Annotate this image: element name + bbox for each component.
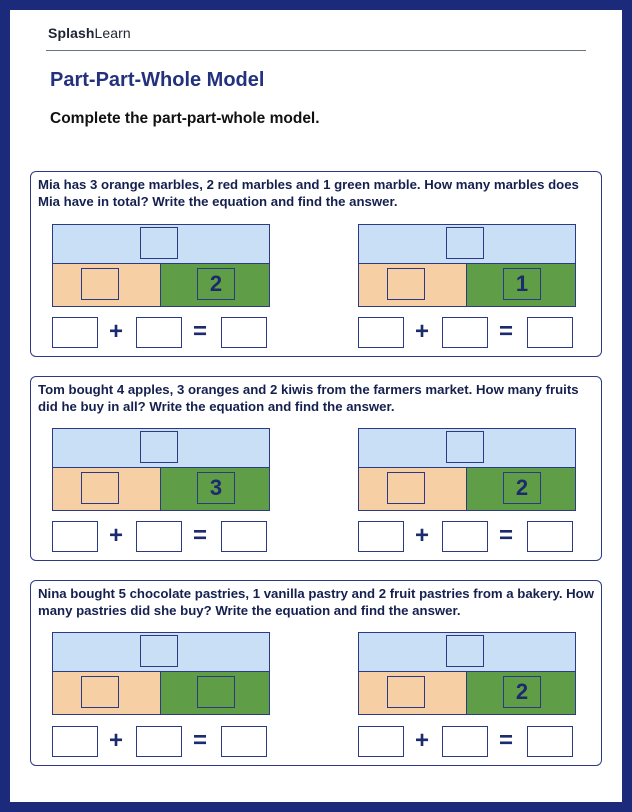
- page-title: Part-Part-Whole Model: [50, 69, 265, 91]
- addend2-box[interactable]: [136, 521, 182, 552]
- header-divider: [46, 50, 586, 51]
- part2-value-box[interactable]: 2: [197, 268, 235, 300]
- question-text: Mia has 3 orange marbles, 2 red marbles and 1 green marble. How many marbles does Mia have in total? Write the equation and find the answer.: [38, 177, 579, 209]
- equals-sign: =: [499, 318, 514, 345]
- part2-bar: [466, 263, 576, 307]
- part1-answer-box[interactable]: [81, 268, 119, 300]
- whole-answer-box[interactable]: [446, 227, 484, 259]
- addend2-box[interactable]: [442, 521, 488, 552]
- addend2-box[interactable]: [136, 726, 182, 757]
- whole-answer-box[interactable]: [446, 431, 484, 463]
- sum-box[interactable]: [527, 521, 573, 552]
- equals-sign: =: [499, 727, 514, 754]
- problem-card: [30, 171, 602, 357]
- plus-sign: +: [109, 318, 124, 345]
- part2-answer-box[interactable]: [197, 676, 235, 708]
- whole-bar: [52, 224, 270, 264]
- equals-sign: =: [193, 727, 208, 754]
- problem-card: [30, 376, 602, 561]
- part1-bar: [52, 671, 161, 715]
- plus-sign: +: [415, 318, 430, 345]
- part1-answer-box[interactable]: [387, 676, 425, 708]
- equals-sign: =: [499, 522, 514, 549]
- sum-box[interactable]: [221, 726, 267, 757]
- part-part-whole-model: [358, 428, 576, 511]
- plus-sign: +: [415, 727, 430, 754]
- sum-box[interactable]: [221, 521, 267, 552]
- part-part-whole-model: [358, 224, 576, 307]
- addend1-box[interactable]: [52, 317, 98, 348]
- addend1-box[interactable]: [358, 521, 404, 552]
- part2-value-box[interactable]: 3: [197, 472, 235, 504]
- addend2-box[interactable]: [136, 317, 182, 348]
- part1-bar: [358, 263, 467, 307]
- sum-box[interactable]: [221, 317, 267, 348]
- instruction-text: Complete the part-part-whole model.: [50, 110, 320, 127]
- part-part-whole-model: [52, 428, 270, 511]
- part-part-whole-model: [52, 632, 270, 715]
- part2-value-box[interactable]: 2: [503, 472, 541, 504]
- whole-bar: [358, 632, 576, 672]
- addend1-box[interactable]: [358, 726, 404, 757]
- whole-answer-box[interactable]: [140, 227, 178, 259]
- equals-sign: =: [193, 318, 208, 345]
- whole-answer-box[interactable]: [140, 635, 178, 667]
- part2-bar: [466, 467, 576, 511]
- equation-row: [52, 317, 270, 351]
- part-part-whole-model: [358, 632, 576, 715]
- plus-sign: +: [109, 727, 124, 754]
- equation-row: [358, 726, 576, 760]
- worksheet: [10, 10, 622, 802]
- whole-bar: [358, 224, 576, 264]
- part2-bar: [466, 671, 576, 715]
- whole-bar: [358, 428, 576, 468]
- part2-value-box[interactable]: 2: [503, 676, 541, 708]
- part2-bar: [160, 671, 270, 715]
- equation-row: [52, 726, 270, 760]
- whole-answer-box[interactable]: [446, 635, 484, 667]
- whole-bar: [52, 632, 270, 672]
- brand-logo: SplashLearn: [48, 25, 131, 41]
- part1-bar: [358, 671, 467, 715]
- part1-bar: [52, 467, 161, 511]
- equation-row: [358, 317, 576, 351]
- addend1-box[interactable]: [52, 521, 98, 552]
- part1-bar: [358, 467, 467, 511]
- plus-sign: +: [415, 522, 430, 549]
- part2-value-box[interactable]: 1: [503, 268, 541, 300]
- part2-bar: [160, 263, 270, 307]
- part1-answer-box[interactable]: [81, 676, 119, 708]
- part2-bar: [160, 467, 270, 511]
- part1-bar: [52, 263, 161, 307]
- part1-answer-box[interactable]: [387, 472, 425, 504]
- question-text: Tom bought 4 apples, 3 oranges and 2 kiwis from the farmers market. How many fruits did he buy in all? Write the equation and find the answer.: [38, 382, 579, 414]
- part-part-whole-model: [52, 224, 270, 307]
- whole-bar: [52, 428, 270, 468]
- plus-sign: +: [109, 522, 124, 549]
- addend1-box[interactable]: [52, 726, 98, 757]
- part1-answer-box[interactable]: [387, 268, 425, 300]
- part1-answer-box[interactable]: [81, 472, 119, 504]
- sum-box[interactable]: [527, 726, 573, 757]
- sum-box[interactable]: [527, 317, 573, 348]
- addend2-box[interactable]: [442, 317, 488, 348]
- whole-answer-box[interactable]: [140, 431, 178, 463]
- equals-sign: =: [193, 522, 208, 549]
- addend1-box[interactable]: [358, 317, 404, 348]
- equation-row: [52, 521, 270, 555]
- question-text: Nina bought 5 chocolate pastries, 1 vanilla pastry and 2 fruit pastries from a bakery. How many pastries did she buy? Write the equation and find the answer.: [38, 586, 594, 618]
- addend2-box[interactable]: [442, 726, 488, 757]
- problem-card: [30, 580, 602, 766]
- equation-row: [358, 521, 576, 555]
